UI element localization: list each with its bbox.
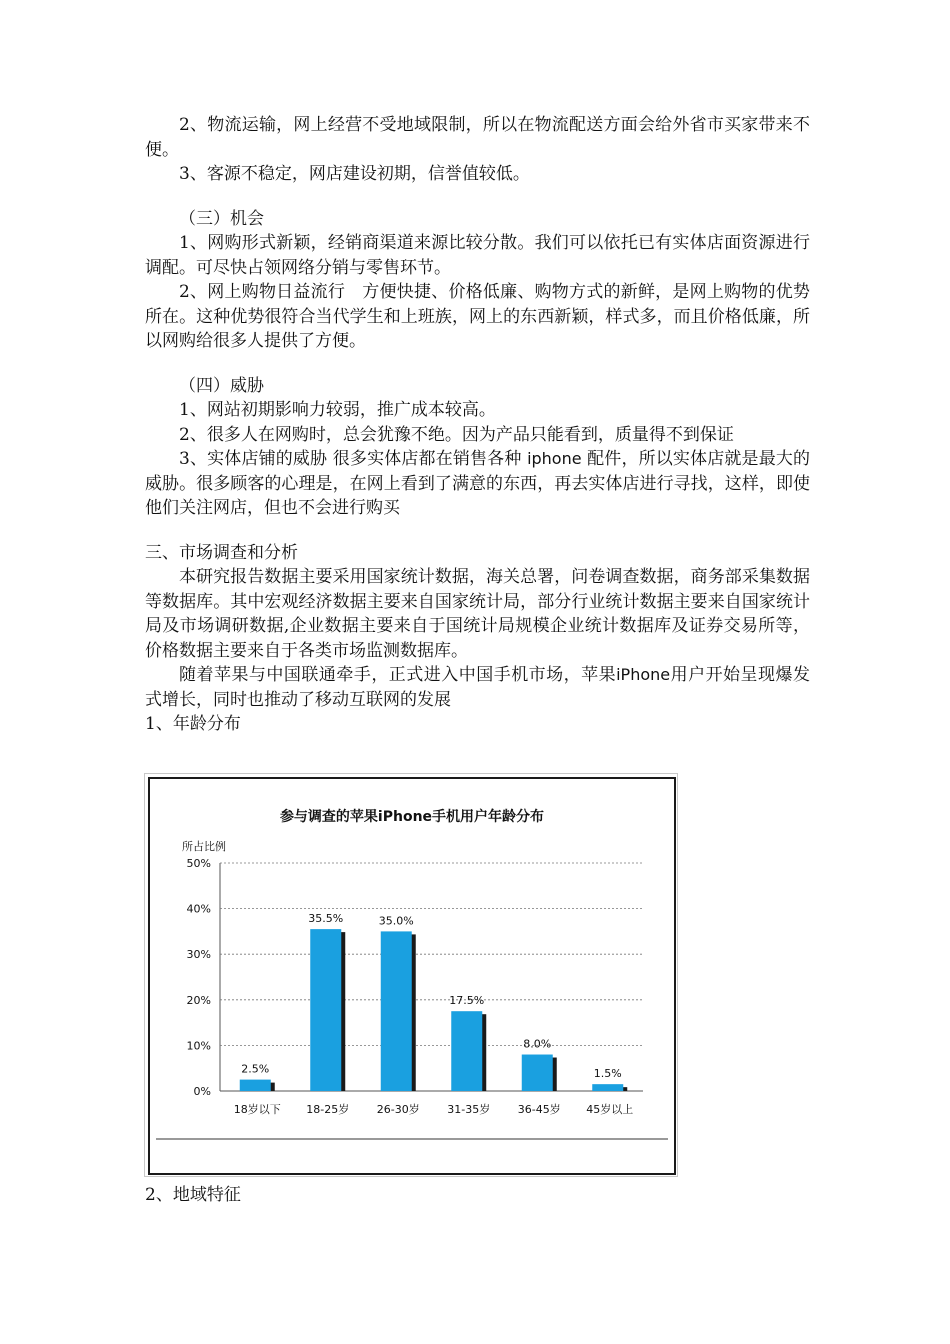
chart-category-label: 36-45岁 [517, 1103, 561, 1116]
chart-bar [522, 1055, 553, 1091]
paragraph-opportunity-1: 1、网购形式新颖，经销商渠道来源比较分散。我们可以依托已有实体店面资源进行调配。可尽快占领网络分销与零售环节。 [145, 233, 810, 278]
chart-bar [381, 931, 412, 1091]
chart-y-tick-label: 20% [186, 993, 211, 1007]
age-chart-svg [150, 779, 674, 1173]
age-chart [148, 777, 676, 1175]
threat-3-word: iphone [527, 449, 582, 468]
paragraph-logistics: 2、物流运输，网上经营不受地域限制，所以在物流配送方面会给外省市买家带来不便。 [145, 115, 810, 160]
subheading-age-distribution: 1、年龄分布 [145, 714, 241, 734]
chart-y-tick-label: 50% [186, 857, 211, 870]
paragraph-customer-source: 3、客源不稳定，网店建设初期，信誉值较低。 [179, 164, 530, 184]
subheading-regional-features: 2、地域特征 [145, 1185, 241, 1205]
paragraph-threat-2: 2、很多人在网购时，总会犹豫不绝。因为产品只能看到，质量得不到保证 [179, 424, 734, 445]
chart-y-axis-label: 所占比例 [182, 840, 226, 853]
threat-3-post: 配件，所以实体店就是最大的威胁。很多顾客的心理是，在网上看到了满意的东西，再去实体店进行寻找，这样，即使他们关注网店，但也不会进行购买 [145, 449, 811, 518]
chart-category-label: 18岁以下 [233, 1103, 281, 1116]
market-2-word: iPhone [616, 665, 671, 684]
market-2-pre: 随着苹果与中国联通牵手，正式进入中国手机市场，苹果 [179, 665, 617, 685]
threat-3-pre: 3、实体店铺的威胁 很多实体店都在销售各种 [179, 449, 528, 469]
market-heading: 三、市场调查和分析 [145, 542, 298, 563]
paragraph-market-1: 本研究报告数据主要采用国家统计数据，海关总署，问卷调查数据，商务部采集数据等数据库。其中宏观经济数据主要来自国家统计局，部分行业统计数据主要来自国家统计局及市场调研数据,企业数据主要来自于国统计局规模企业统计数据库及证券交易所等，价格数据主要来自于各类市场监测数据库。 [145, 567, 810, 661]
chart-y-tick-label: 40% [186, 902, 211, 916]
chart-bar [592, 1084, 623, 1091]
chart-y-tick-label: 30% [186, 948, 211, 962]
chart-data-label: 17.5% [449, 994, 485, 1008]
age-chart-frame [144, 773, 678, 1177]
chart-bar [240, 1080, 271, 1091]
chart-category-label: 45岁以上 [586, 1103, 634, 1116]
chart-gridlines [220, 863, 643, 1091]
section-threat-heading: （四）威胁 [179, 375, 264, 396]
chart-bars [240, 929, 628, 1091]
chart-data-label: 2.5% [241, 1062, 270, 1076]
chart-category-label: 26-30岁 [376, 1103, 420, 1116]
chart-data-label: 35.5% [308, 912, 344, 926]
chart-data-label: 8.0% [523, 1037, 552, 1051]
paragraph-threat-1: 1、网站初期影响力较弱，推广成本较高。 [179, 400, 496, 420]
chart-data-label: 35.0% [378, 914, 414, 928]
paragraph-market-2 [145, 663, 810, 712]
chart-bar [451, 1011, 482, 1091]
chart-bar [310, 929, 341, 1091]
chart-y-tick-label: 10% [186, 1039, 211, 1053]
document-body [145, 113, 810, 737]
chart-data-label: 1.5% [593, 1067, 622, 1081]
paragraph-threat-3 [145, 447, 810, 521]
chart-title: 参与调查的苹果iPhone手机用户年龄分布 [279, 809, 545, 825]
chart-y-tick-label: 0% [193, 1085, 211, 1098]
section-opportunity-heading: （三）机会 [179, 208, 264, 229]
paragraph-opportunity-2: 2、网上购物日益流行 方便快捷、价格低廉、购物方式的新鲜，是网上购物的优势所在。这种优势很符合当代学生和上班族，网上的东西新颖，样式多，而且价格低廉，所以网购给很多人提供了方便。 [145, 282, 810, 351]
chart-category-label: 18-25岁 [306, 1103, 350, 1116]
chart-category-label: 31-35岁 [447, 1103, 491, 1116]
market-2-post: 用户开始呈现爆发式增长，同时也推动了移动互联网的发展 [145, 665, 810, 710]
